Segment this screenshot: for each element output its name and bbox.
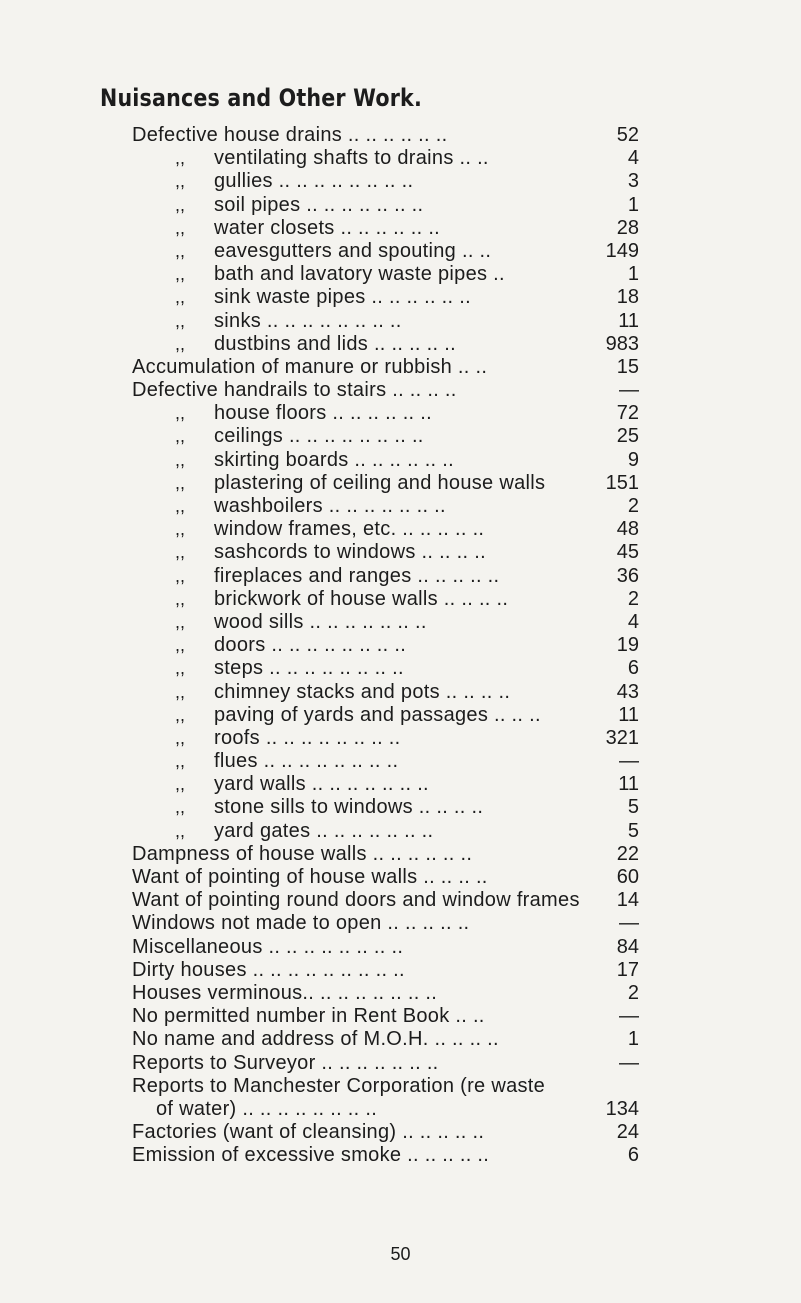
row-value: 45 xyxy=(616,541,639,564)
row-value: 1 xyxy=(627,263,639,286)
table-row xyxy=(0,425,801,448)
row-value: 11 xyxy=(618,773,639,796)
table-row xyxy=(0,379,801,402)
table-row xyxy=(0,820,801,843)
row-label: paving of yards and passages .. .. .. xyxy=(214,703,541,726)
row-value: 151 xyxy=(605,471,639,494)
ditto-mark: ,, xyxy=(175,611,186,632)
row-label: Dampness of house walls .. .. .. .. .. .. xyxy=(132,842,473,865)
row-label: Factories (want of cleansing) .. .. .. .. .. xyxy=(132,1121,485,1144)
row-label: skirting boards .. .. .. .. .. .. xyxy=(214,448,454,471)
row-value: 4 xyxy=(627,610,639,633)
ditto-mark: ,, xyxy=(175,751,186,772)
row-value: — xyxy=(619,912,639,935)
ditto-mark: ,, xyxy=(175,797,186,818)
row-value: 28 xyxy=(616,216,639,239)
row-label: sinks .. .. .. .. .. .. .. .. xyxy=(214,309,402,332)
table-row xyxy=(0,866,801,889)
table-row xyxy=(0,1144,801,1167)
table-row xyxy=(0,889,801,912)
ditto-mark: ,, xyxy=(175,171,186,192)
table-row xyxy=(0,333,801,356)
row-label: Want of pointing of house walls .. .. .. .. xyxy=(132,866,488,888)
ditto-mark: ,, xyxy=(175,426,186,447)
table-row xyxy=(0,1121,801,1144)
row-label: dustbins and lids .. .. .. .. .. xyxy=(214,332,456,355)
row-label: Miscellaneous .. .. .. .. .. .. .. .. xyxy=(132,935,404,958)
row-label: yard gates .. .. .. .. .. .. .. xyxy=(214,819,434,842)
row-value: 6 xyxy=(627,1144,639,1167)
ditto-mark: ,, xyxy=(175,472,186,493)
table-row xyxy=(0,449,801,472)
ditto-mark: ,, xyxy=(175,333,186,354)
row-value: 84 xyxy=(616,935,639,958)
row-label: No permitted number in Rent Book .. .. xyxy=(132,1005,485,1028)
row-label: sink waste pipes .. .. .. .. .. .. xyxy=(214,286,471,309)
table-row xyxy=(0,657,801,680)
row-value: 4 xyxy=(627,147,639,170)
table-row xyxy=(0,1075,801,1121)
row-value: 5 xyxy=(627,796,639,819)
table-row xyxy=(0,518,801,541)
row-label: stone sills to windows .. .. .. .. xyxy=(214,796,484,819)
table-row xyxy=(0,773,801,796)
table-row xyxy=(0,843,801,866)
row-value: 17 xyxy=(616,958,639,981)
ditto-mark: ,, xyxy=(175,658,186,679)
table-row xyxy=(0,495,801,518)
row-value: 43 xyxy=(616,680,639,703)
table-row xyxy=(0,1052,801,1075)
row-label: Defective handrails to stairs .. .. .. .. xyxy=(132,379,457,402)
row-value: 11 xyxy=(618,309,639,332)
row-value: 60 xyxy=(616,866,639,888)
row-value: 321 xyxy=(605,726,639,749)
table-row xyxy=(0,959,801,982)
table-row xyxy=(0,170,801,193)
row-label: house floors .. .. .. .. .. .. xyxy=(214,402,432,425)
row-value: — xyxy=(619,379,639,402)
row-value: 983 xyxy=(605,332,639,355)
table-row xyxy=(0,124,801,147)
table-row xyxy=(0,681,801,704)
table-row xyxy=(0,936,801,959)
row-value: 5 xyxy=(627,819,639,842)
row-label: roofs .. .. .. .. .. .. .. .. xyxy=(214,726,401,749)
table-row xyxy=(0,240,801,263)
table-row xyxy=(0,356,801,379)
ditto-mark: ,, xyxy=(175,774,186,795)
ditto-mark: ,, xyxy=(175,704,186,725)
row-label: Windows not made to open .. .. .. .. .. xyxy=(132,912,470,935)
row-label: ceilings .. .. .. .. .. .. .. .. xyxy=(214,425,424,448)
ditto-mark: ,, xyxy=(175,519,186,540)
row-label: Reports to Surveyor .. .. .. .. .. .. .. xyxy=(132,1051,439,1074)
row-label: Accumulation of manure or rubbish .. .. xyxy=(132,355,488,378)
ditto-mark: ,, xyxy=(175,565,186,586)
row-value: 9 xyxy=(627,448,639,471)
ditto-mark: ,, xyxy=(175,264,186,285)
row-value: — xyxy=(619,1051,639,1074)
table-row xyxy=(0,750,801,773)
row-value: 2 xyxy=(627,587,639,610)
page-number: 50 xyxy=(390,1244,411,1264)
row-label: doors .. .. .. .. .. .. .. .. xyxy=(214,634,407,657)
table-row xyxy=(0,286,801,309)
row-value: 19 xyxy=(616,634,639,657)
table-row xyxy=(0,217,801,240)
row-label: fireplaces and ranges .. .. .. .. .. xyxy=(214,564,500,587)
row-value: 1 xyxy=(627,193,639,216)
table-row xyxy=(0,263,801,286)
table-row xyxy=(0,912,801,935)
row-value: 11 xyxy=(618,703,639,726)
table-row xyxy=(0,565,801,588)
row-value: 24 xyxy=(616,1121,639,1144)
table-row xyxy=(0,1028,801,1051)
table-row xyxy=(0,611,801,634)
table-row xyxy=(0,796,801,819)
row-value: 48 xyxy=(616,518,639,541)
row-value: 52 xyxy=(616,124,639,146)
row-label: brickwork of house walls .. .. .. .. xyxy=(214,587,509,610)
row-label: flues .. .. .. .. .. .. .. .. xyxy=(214,750,399,773)
row-value: 15 xyxy=(616,355,639,378)
table-row xyxy=(0,472,801,495)
ditto-mark: ,, xyxy=(175,240,186,261)
row-label: soil pipes .. .. .. .. .. .. .. xyxy=(214,193,424,216)
ditto-mark: ,, xyxy=(175,148,186,169)
row-label: sashcords to windows .. .. .. .. xyxy=(214,541,486,564)
table-row xyxy=(0,727,801,750)
ditto-mark: ,, xyxy=(175,496,186,516)
row-value: 2 xyxy=(627,495,639,517)
row-value: — xyxy=(619,1005,639,1028)
table-row xyxy=(0,541,801,564)
row-label: Defective house drains .. .. .. .. .. .. xyxy=(132,124,448,146)
ditto-mark: ,, xyxy=(175,217,186,238)
nuisances-table xyxy=(0,124,801,1167)
row-value: 36 xyxy=(616,564,639,587)
row-label: bath and lavatory waste pipes .. xyxy=(214,263,505,286)
row-value: 149 xyxy=(605,239,639,262)
ditto-mark: ,, xyxy=(175,820,186,841)
row-label: washboilers .. .. .. .. .. .. .. xyxy=(214,495,446,517)
row-value: 1 xyxy=(627,1028,639,1051)
ditto-mark: ,, xyxy=(175,635,186,656)
row-value: 134 xyxy=(605,1097,639,1120)
row-label: eavesgutters and spouting .. .. xyxy=(214,239,492,262)
row-label: Dirty houses .. .. .. .. .. .. .. .. .. xyxy=(132,958,405,981)
table-row xyxy=(0,310,801,333)
ditto-mark: ,, xyxy=(175,194,186,215)
table-row xyxy=(0,1005,801,1028)
row-label: wood sills .. .. .. .. .. .. .. xyxy=(214,610,427,633)
row-label-continuation: of water) .. .. .. .. .. .. .. .. xyxy=(156,1097,378,1120)
row-label: window frames, etc. .. .. .. .. .. xyxy=(214,518,485,541)
row-label: gullies .. .. .. .. .. .. .. .. xyxy=(214,170,414,193)
row-label: chimney stacks and pots .. .. .. .. xyxy=(214,680,511,703)
ditto-mark: ,, xyxy=(175,542,186,563)
ditto-mark: ,, xyxy=(175,588,186,609)
table-row xyxy=(0,704,801,727)
row-label: Reports to Manchester Corporation (re waste xyxy=(132,1074,546,1097)
table-row xyxy=(0,147,801,170)
row-label: Want of pointing round doors and window frames xyxy=(132,889,580,912)
table-row xyxy=(0,982,801,1005)
table-row xyxy=(0,402,801,425)
row-value: 3 xyxy=(627,170,639,193)
row-value: 18 xyxy=(616,286,639,309)
ditto-mark: ,, xyxy=(175,287,186,308)
ditto-mark: ,, xyxy=(175,681,186,702)
ditto-mark: ,, xyxy=(175,310,186,331)
table-row xyxy=(0,588,801,611)
ditto-mark: ,, xyxy=(175,449,186,470)
table-row xyxy=(0,634,801,657)
ditto-mark: ,, xyxy=(175,727,186,748)
row-label: plastering of ceiling and house walls xyxy=(214,471,546,494)
row-value: 6 xyxy=(627,657,639,680)
table-row xyxy=(0,194,801,217)
row-value: 14 xyxy=(616,889,639,912)
page-title: Nuisances and Other Work. xyxy=(100,84,422,112)
row-label: steps .. .. .. .. .. .. .. .. xyxy=(214,657,404,680)
row-value: 72 xyxy=(616,402,639,425)
row-value: 2 xyxy=(627,981,639,1004)
row-value: — xyxy=(619,750,639,773)
row-value: 25 xyxy=(616,425,639,448)
row-label: Houses verminous.. .. .. .. .. .. .. .. xyxy=(132,981,438,1004)
row-label: No name and address of M.O.H. .. .. .. .. xyxy=(132,1028,499,1051)
row-label: water closets .. .. .. .. .. .. xyxy=(214,216,441,239)
row-label: yard walls .. .. .. .. .. .. .. xyxy=(214,773,429,796)
row-label: ventilating shafts to drains .. .. xyxy=(214,147,489,170)
row-value: 22 xyxy=(616,842,639,865)
ditto-mark: ,, xyxy=(175,403,186,424)
row-label: Emission of excessive smoke .. .. .. .. .. xyxy=(132,1144,490,1167)
